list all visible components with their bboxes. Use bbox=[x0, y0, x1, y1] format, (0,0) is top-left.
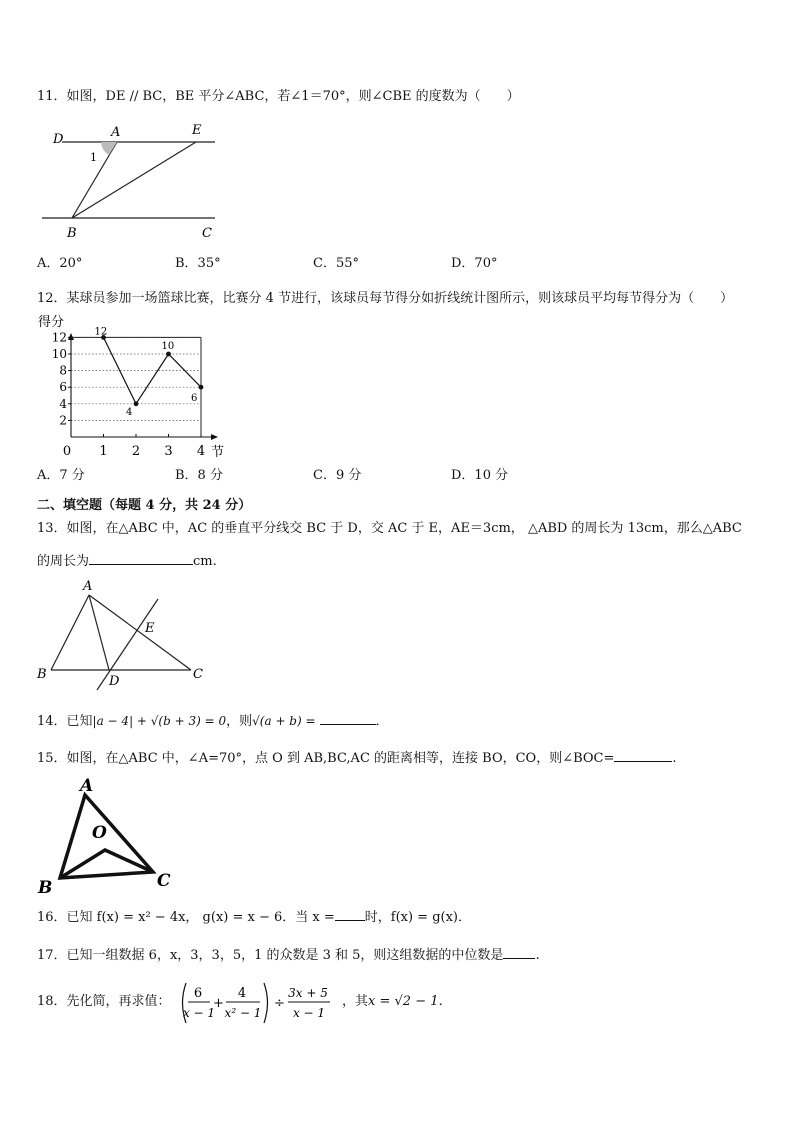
label-E: E bbox=[145, 621, 155, 636]
q12-option-a: A．7 分 bbox=[37, 468, 85, 483]
label-A: A bbox=[111, 125, 121, 140]
q14-prefix: 14．已知 bbox=[37, 714, 93, 729]
data-label-2: 4 bbox=[126, 406, 133, 418]
q18-expression bbox=[178, 980, 338, 1026]
data-point-4 bbox=[199, 385, 204, 390]
section-title: 二、填空题（每题 4 分，共 24 分） bbox=[37, 498, 252, 513]
label-A: A bbox=[80, 776, 94, 796]
q18-frac1-num: 6 bbox=[193, 986, 203, 1001]
q12-option-c: C．9 分 bbox=[313, 468, 362, 483]
q18-prefix: 18．先化简，再求值： bbox=[37, 994, 171, 1009]
q18-value: x = √2 − 1． bbox=[368, 994, 452, 1009]
data-label-3: 10 bbox=[161, 341, 175, 352]
q16-suffix: 时，f(x) = g(x)． bbox=[364, 910, 472, 925]
x-tick-label-0: 0 bbox=[62, 444, 72, 459]
label-B: B bbox=[67, 226, 77, 241]
q12-stem: 12．某球员参加一场篮球比赛，比赛分 4 节进行，该球员每节得分如折线统计图所示，则该球员平均每节得分为（ ） bbox=[37, 291, 734, 306]
q16-blank bbox=[335, 908, 365, 921]
q11-option-c: C．55° bbox=[313, 256, 359, 271]
label-D: D bbox=[53, 132, 64, 147]
y-tick-label-8: 8 bbox=[59, 363, 67, 378]
chart-y-label: 得分 bbox=[38, 315, 65, 330]
y-tick-label-4: 4 bbox=[59, 396, 67, 411]
q17-text: 17．已知一组数据 6，x，3，3，5，1 的众数是 3 和 5，则这组数据的中位数是 bbox=[37, 948, 504, 963]
q18-frac2-num: 4 bbox=[237, 986, 247, 1001]
q15-figure bbox=[35, 773, 185, 898]
q14-mid: ，则 bbox=[226, 714, 253, 729]
data-label-1: 12 bbox=[94, 326, 108, 338]
q11-stem: 11．如图，DE // BC，BE 平分∠ABC，若∠1＝70°，则∠CBE 的度数为（ ） bbox=[37, 89, 520, 104]
q15-stem bbox=[37, 749, 677, 768]
data-point-2 bbox=[134, 401, 139, 406]
y-tick-label-6: 6 bbox=[59, 380, 67, 395]
label-C: C bbox=[193, 667, 203, 682]
q14-stem bbox=[37, 712, 389, 731]
chart-grid bbox=[71, 337, 201, 420]
line-chart bbox=[37, 310, 237, 462]
label-C: C bbox=[202, 226, 212, 241]
data-label-4: 6 bbox=[191, 393, 198, 405]
chart-ticks bbox=[52, 330, 205, 459]
label-C: C bbox=[157, 871, 171, 891]
q18-suffix-text: ，其 bbox=[342, 994, 369, 1009]
q18-frac2-den: x² − 1 bbox=[224, 1006, 262, 1020]
q11-figure bbox=[40, 118, 240, 243]
label-E: E bbox=[192, 123, 202, 138]
label-1: 1 bbox=[90, 151, 97, 164]
x-tick-label-1: 1 bbox=[99, 444, 108, 459]
svg-text:+: + bbox=[213, 996, 224, 1011]
q12-option-b: B．8 分 bbox=[175, 468, 223, 483]
q15-text: 15．如图，在△ABC 中，∠A=70°，点 O 到 AB,BC,AC 的距离相等，连接 BO，CO，则∠BOC= bbox=[37, 751, 615, 766]
y-axis-arrow bbox=[68, 333, 74, 340]
q18-frac3-den: x − 1 bbox=[292, 1006, 326, 1020]
y-tick-label-10: 10 bbox=[51, 347, 67, 361]
label-A: A bbox=[83, 579, 93, 594]
q13-figure bbox=[35, 577, 210, 692]
x-tick-label-2: 2 bbox=[131, 444, 141, 459]
q14-expression-2: √(a + b) = bbox=[252, 714, 316, 728]
q14-suffix: ． bbox=[375, 714, 389, 729]
x-tick-label-3: 3 bbox=[164, 444, 173, 459]
q13-stem-line1: 13．如图，在△ABC 中，AC 的垂直平分线交 BC 于 D，交 AC 于 E，AE＝3cm， △ABD 的周长为 13cm，那么△ABC bbox=[37, 521, 742, 536]
q12-option-d: D．10 分 bbox=[451, 468, 509, 483]
label-B: B bbox=[37, 667, 47, 682]
data-point-3 bbox=[166, 352, 171, 357]
x-axis-arrow bbox=[211, 434, 218, 440]
label-D: D bbox=[109, 674, 120, 689]
q18-suffix bbox=[342, 993, 452, 1011]
q13-blank bbox=[89, 551, 193, 565]
q17-suffix: . bbox=[535, 948, 540, 963]
label-B: B bbox=[38, 878, 53, 898]
label-O: O bbox=[92, 823, 107, 843]
q17-blank bbox=[503, 946, 535, 959]
y-tick-label-12: 12 bbox=[51, 330, 67, 345]
q18-frac3-num: 3x + 5 bbox=[288, 986, 328, 1000]
q11-option-d: D．70° bbox=[451, 256, 498, 271]
y-tick-label-2: 2 bbox=[59, 413, 67, 428]
chart-axes bbox=[68, 333, 218, 440]
q17-stem bbox=[37, 946, 540, 965]
chart-x-label: 节 bbox=[211, 445, 225, 460]
q11-option-b: B．35° bbox=[175, 256, 221, 271]
q16-stem bbox=[37, 908, 471, 927]
q13-suffix: cm. bbox=[193, 554, 217, 569]
q16-text: 16．已知 f(x) = x² − 4x， g(x) = x − 6．当 x = bbox=[37, 910, 335, 925]
q13-stem-line2 bbox=[37, 551, 217, 571]
q15-suffix: . bbox=[672, 751, 677, 766]
x-tick-label-4: 4 bbox=[196, 444, 206, 459]
q15-blank bbox=[614, 749, 672, 762]
q14-blank bbox=[320, 712, 376, 725]
svg-text:÷: ÷ bbox=[274, 996, 285, 1011]
angle-1-mark bbox=[101, 142, 117, 155]
q14-expression: |a − 4| + √(b + 3) = 0 bbox=[92, 714, 227, 728]
q11-option-a: A．20° bbox=[37, 256, 83, 271]
q18-frac1-den: x − 1 bbox=[182, 1006, 216, 1020]
q13-prefix: 的周长为 bbox=[37, 554, 90, 569]
